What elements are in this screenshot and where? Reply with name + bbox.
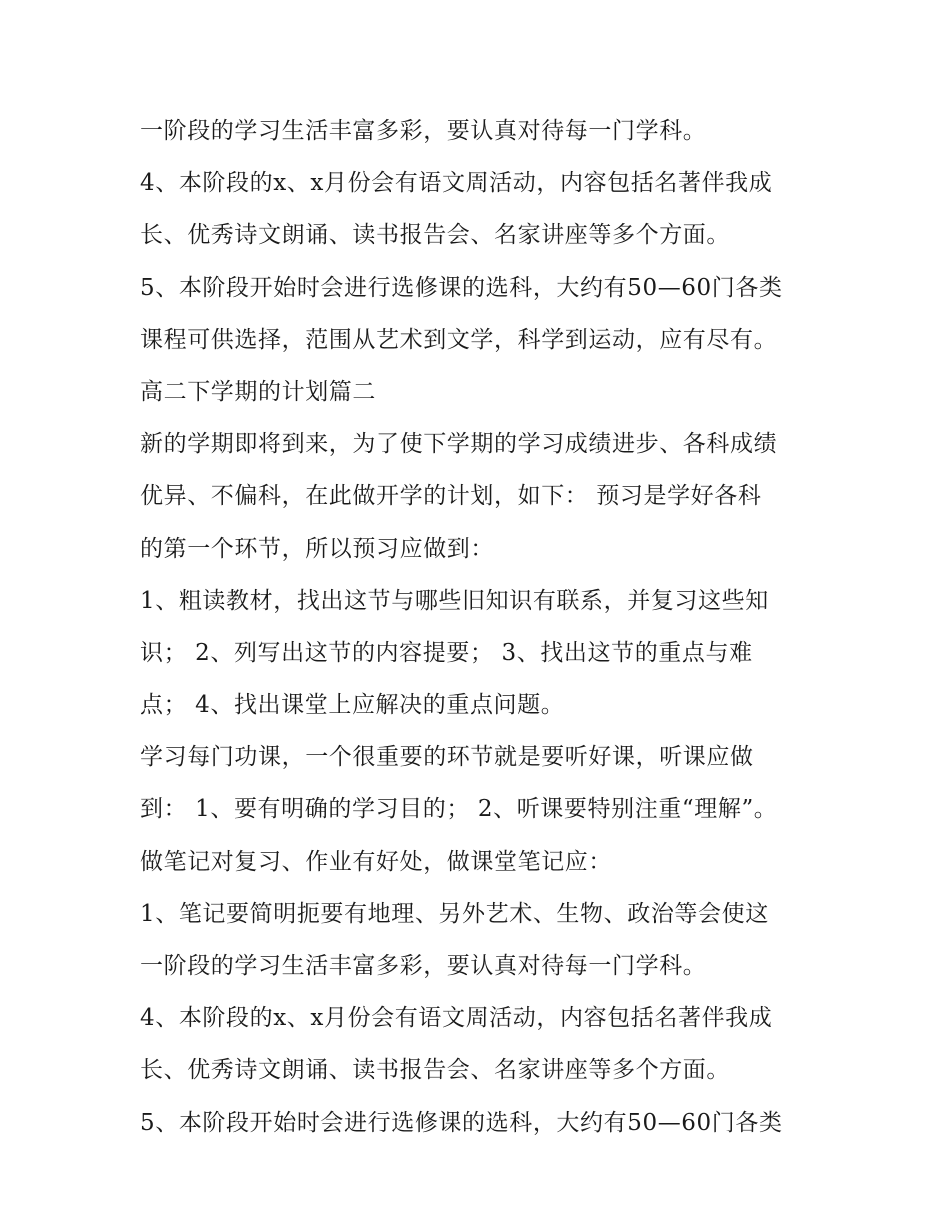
text-line: 课程可供选择，范围从艺术到文学，科学到运动，应有尽有。 bbox=[140, 326, 778, 353]
text-line: 5、本阶段开始时会进行选修课的选科，大约有50—60门各类 bbox=[140, 274, 783, 301]
text-line: 优异、不偏科，在此做开学的计划，如下： 预习是学好各科 bbox=[140, 483, 762, 510]
text-line: 学习每门功课，一个很重要的环节就是要听好课，听课应做 bbox=[140, 744, 754, 771]
text-line: 长、优秀诗文朗诵、读书报告会、名家讲座等多个方面。 bbox=[140, 1057, 730, 1084]
text-line: 一阶段的学习生活丰富多彩，要认真对待每一门学科。 bbox=[140, 953, 707, 979]
text-line: 点； 4、找出课堂上应解决的重点问题。 bbox=[140, 692, 565, 719]
section-heading: 高二下学期的计划篇二 bbox=[140, 378, 376, 405]
text-line: 长、优秀诗文朗诵、读书报告会、名家讲座等多个方面。 bbox=[140, 222, 730, 249]
text-line: 1、粗读教材，找出这节与哪些旧知识有联系，并复习这些知 bbox=[140, 587, 769, 614]
text-line: 做笔记对复习、作业有好处，做课堂笔记应： bbox=[140, 848, 612, 875]
text-line: 5、本阶段开始时会进行选修课的选科，大约有50—60门各类 bbox=[140, 1109, 783, 1136]
document-body bbox=[140, 105, 820, 1149]
text-line: 新的学期即将到来，为了使下学期的学习成绩进步、各科成绩 bbox=[140, 431, 778, 458]
text-line: 4、本阶段的x、x月份会有语文周活动，内容包括名著伴我成 bbox=[140, 1005, 773, 1032]
text-line: 识； 2、列写出这节的内容提要； 3、找出这节的重点与难 bbox=[140, 639, 753, 666]
text-line: 1、笔记要简明扼要有地理、另外艺术、生物、政治等会使这 bbox=[140, 900, 769, 927]
text-line: 的第一个环节，所以预习应做到： bbox=[140, 535, 494, 562]
text-line: 到： 1、要有明确的学习目的； 2、听课要特别注重“理解”。 bbox=[140, 796, 778, 823]
text-line: 4、本阶段的x、x月份会有语文周活动，内容包括名著伴我成 bbox=[140, 170, 773, 197]
text-line: 一阶段的学习生活丰富多彩，要认真对待每一门学科。 bbox=[140, 118, 707, 144]
